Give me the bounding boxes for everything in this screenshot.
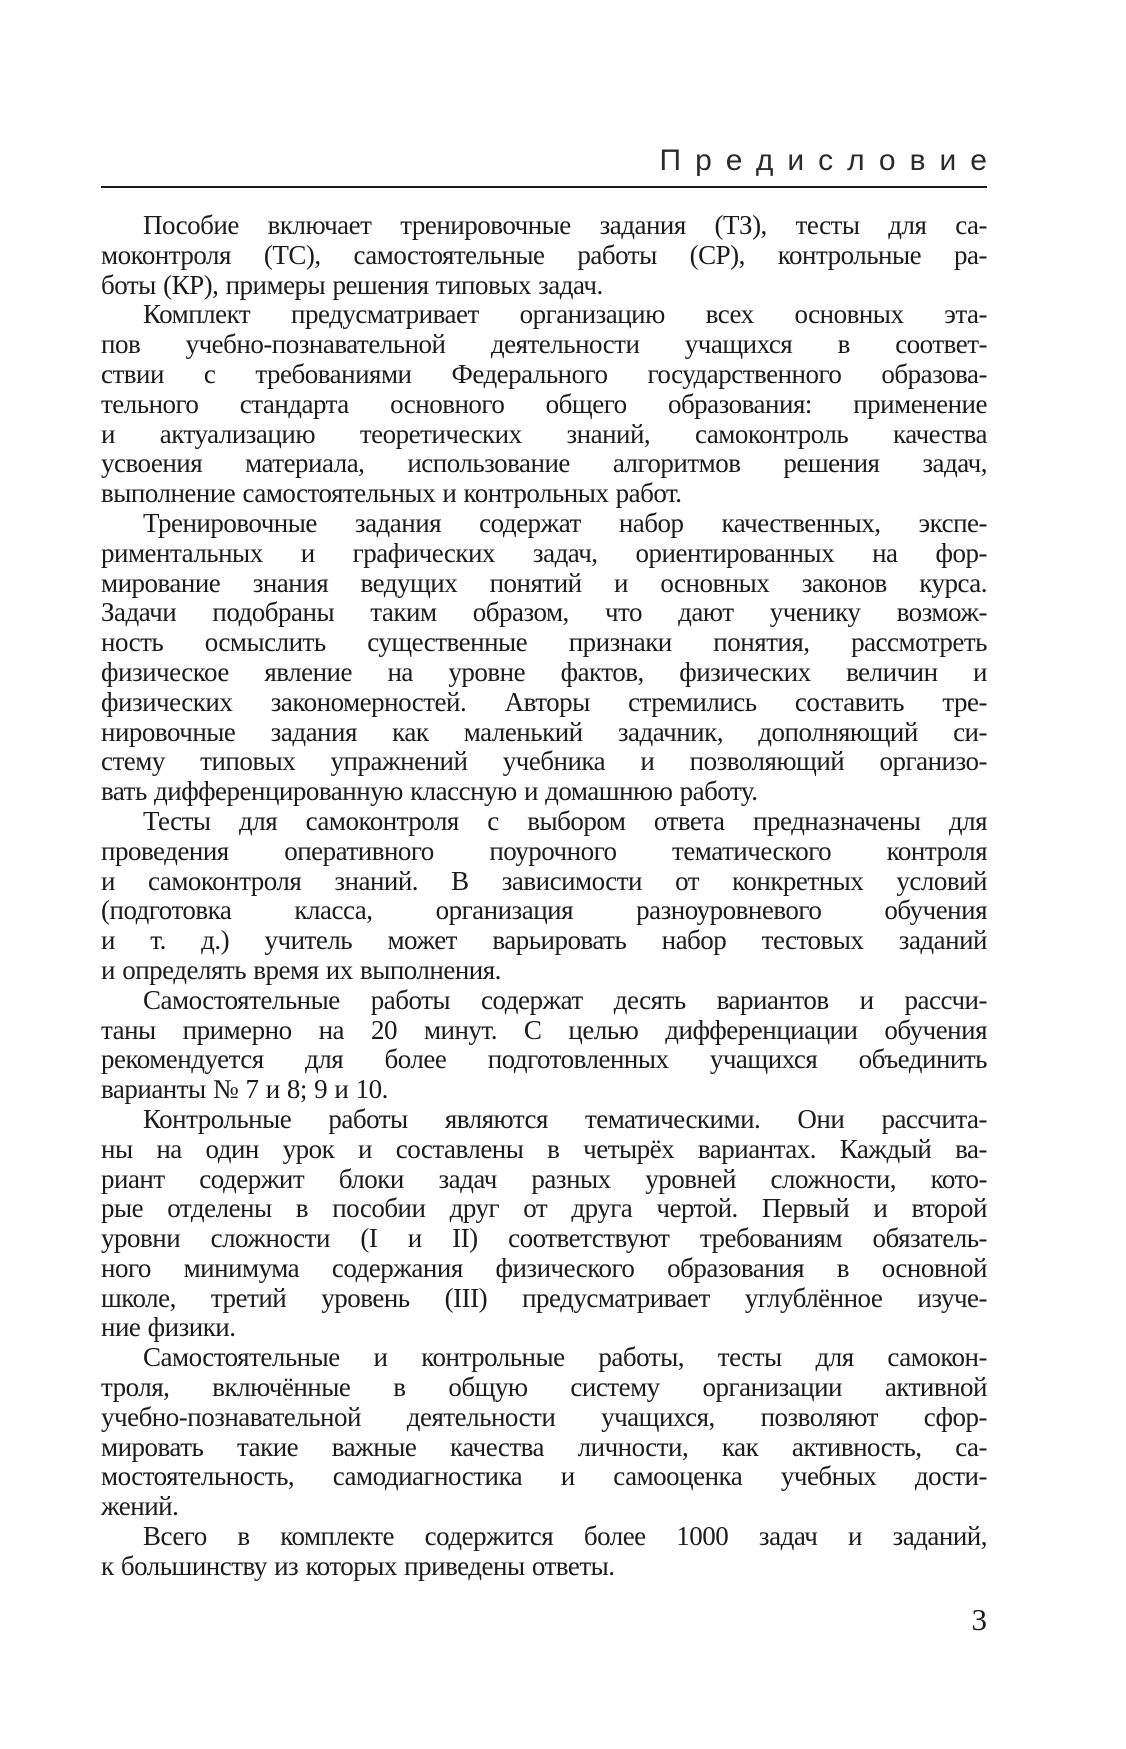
text-line: школе, третий уровень (III) предусматривает углублённое изуче- bbox=[101, 1283, 987, 1313]
text-line: Контрольные работы являются тематическими. Они рассчита- bbox=[143, 1104, 987, 1134]
text-line: уровни сложности (I и II) соответствуют требованиям обязатель- bbox=[101, 1224, 987, 1254]
text-line: и актуализацию теоретических знаний, самоконтроль качества bbox=[101, 419, 987, 449]
text-line: ны на один урок и составлены в четырёх вариантах. Каждый ва- bbox=[101, 1134, 987, 1164]
text-line: и определять время их выполнения. bbox=[101, 955, 501, 985]
text-line: проведения оперативного поурочного тематического контроля bbox=[101, 836, 987, 866]
text-line: мировать такие важные качества личности, как активность, са- bbox=[101, 1432, 987, 1462]
text-line: и т. д.) учитель может варьировать набор тестовых заданий bbox=[101, 926, 987, 956]
text-line: физическое явление на уровне фактов, физических величин и bbox=[101, 657, 987, 687]
text-line: тельного стандарта основного общего образования: применение bbox=[101, 389, 987, 419]
text-line: риант содержит блоки задач разных уровней сложности, кото- bbox=[101, 1164, 987, 1194]
text-line: к большинству из которых приведены ответы. bbox=[101, 1551, 615, 1581]
page-title bbox=[101, 143, 1001, 179]
text-line: физических закономерностей. Авторы стремились составить тре- bbox=[101, 687, 987, 717]
text-line: и самоконтроля знаний. В зависимости от конкретных условий bbox=[101, 866, 987, 896]
preface-body-text bbox=[101, 211, 987, 1582]
text-line: пов учебно-познавательной деятельности учащихся в соответ- bbox=[101, 330, 987, 360]
text-line: троля, включённые в общую систему организации активной bbox=[101, 1373, 987, 1403]
text-line: выполнение самостоятельных и контрольных работ. bbox=[101, 479, 682, 509]
text-line: Комплект предусматривает организацию всех основных эта- bbox=[143, 300, 987, 330]
text-line: риментальных и графических задач, ориентированных на фор- bbox=[101, 538, 987, 568]
text-line: вать дифференцированную классную и домашнюю работу. bbox=[101, 777, 758, 807]
text-line: мостоятельность, самодиагностика и самооценка учебных дости- bbox=[101, 1462, 987, 1492]
text-line: Пособие включает тренировочные задания (ТЗ), тесты для са- bbox=[143, 211, 987, 240]
text-line: боты (КР), примеры решения типовых задач. bbox=[101, 270, 603, 300]
text-line: нировочные задания как маленький задачник, дополняющий си- bbox=[101, 717, 987, 747]
text-line: Самостоятельные и контрольные работы, тесты для самокон- bbox=[143, 1343, 987, 1373]
page-number: 3 bbox=[971, 1602, 987, 1637]
text-line: мирование знания ведущих понятий и основных законов курса. bbox=[101, 568, 987, 598]
text-line: Всего в комплекте содержится более 1000 задач и заданий, bbox=[143, 1522, 987, 1552]
text-line: ного минимума содержания физического образования в основной bbox=[101, 1253, 987, 1283]
text-line: рекомендуется для более подготовленных учащихся объединить bbox=[101, 1045, 987, 1075]
text-line: таны примерно на 20 минут. С целью дифференциации обучения bbox=[101, 1015, 987, 1045]
text-line: ствии с требованиями Федерального государственного образова- bbox=[101, 359, 987, 389]
text-line: ность осмыслить существенные признаки понятия, рассмотреть bbox=[101, 628, 987, 658]
text-line: жений. bbox=[101, 1492, 179, 1522]
page-title-text: Предисловие bbox=[659, 144, 1001, 177]
text-line: (подготовка класса, организация разноуровневого обучения bbox=[101, 896, 987, 926]
text-line: рые отделены в пособии друг от друга чертой. Первый и второй bbox=[101, 1194, 987, 1224]
text-line: учебно-познавательной деятельности учащихся, позволяют сфор- bbox=[101, 1402, 987, 1432]
text-line: Тесты для самоконтроля с выбором ответа предназначены для bbox=[143, 806, 987, 836]
text-line: Тренировочные задания содержат набор качественных, экспе- bbox=[143, 508, 987, 538]
text-line: усвоения материала, использование алгоритмов решения задач, bbox=[101, 449, 987, 479]
text-line: варианты № 7 и 8; 9 и 10. bbox=[101, 1075, 388, 1105]
text-line: стему типовых упражнений учебника и позволяющий организо- bbox=[101, 747, 987, 777]
title-rule bbox=[101, 186, 987, 188]
text-line: моконтроля (ТС), самостоятельные работы (СР), контрольные ра- bbox=[101, 240, 987, 270]
text-line: Самостоятельные работы содержат десять вариантов и рассчи- bbox=[143, 985, 987, 1015]
text-line: Задачи подобраны таким образом, что дают ученику возмож- bbox=[101, 598, 987, 628]
text-line: ние физики. bbox=[101, 1313, 236, 1343]
